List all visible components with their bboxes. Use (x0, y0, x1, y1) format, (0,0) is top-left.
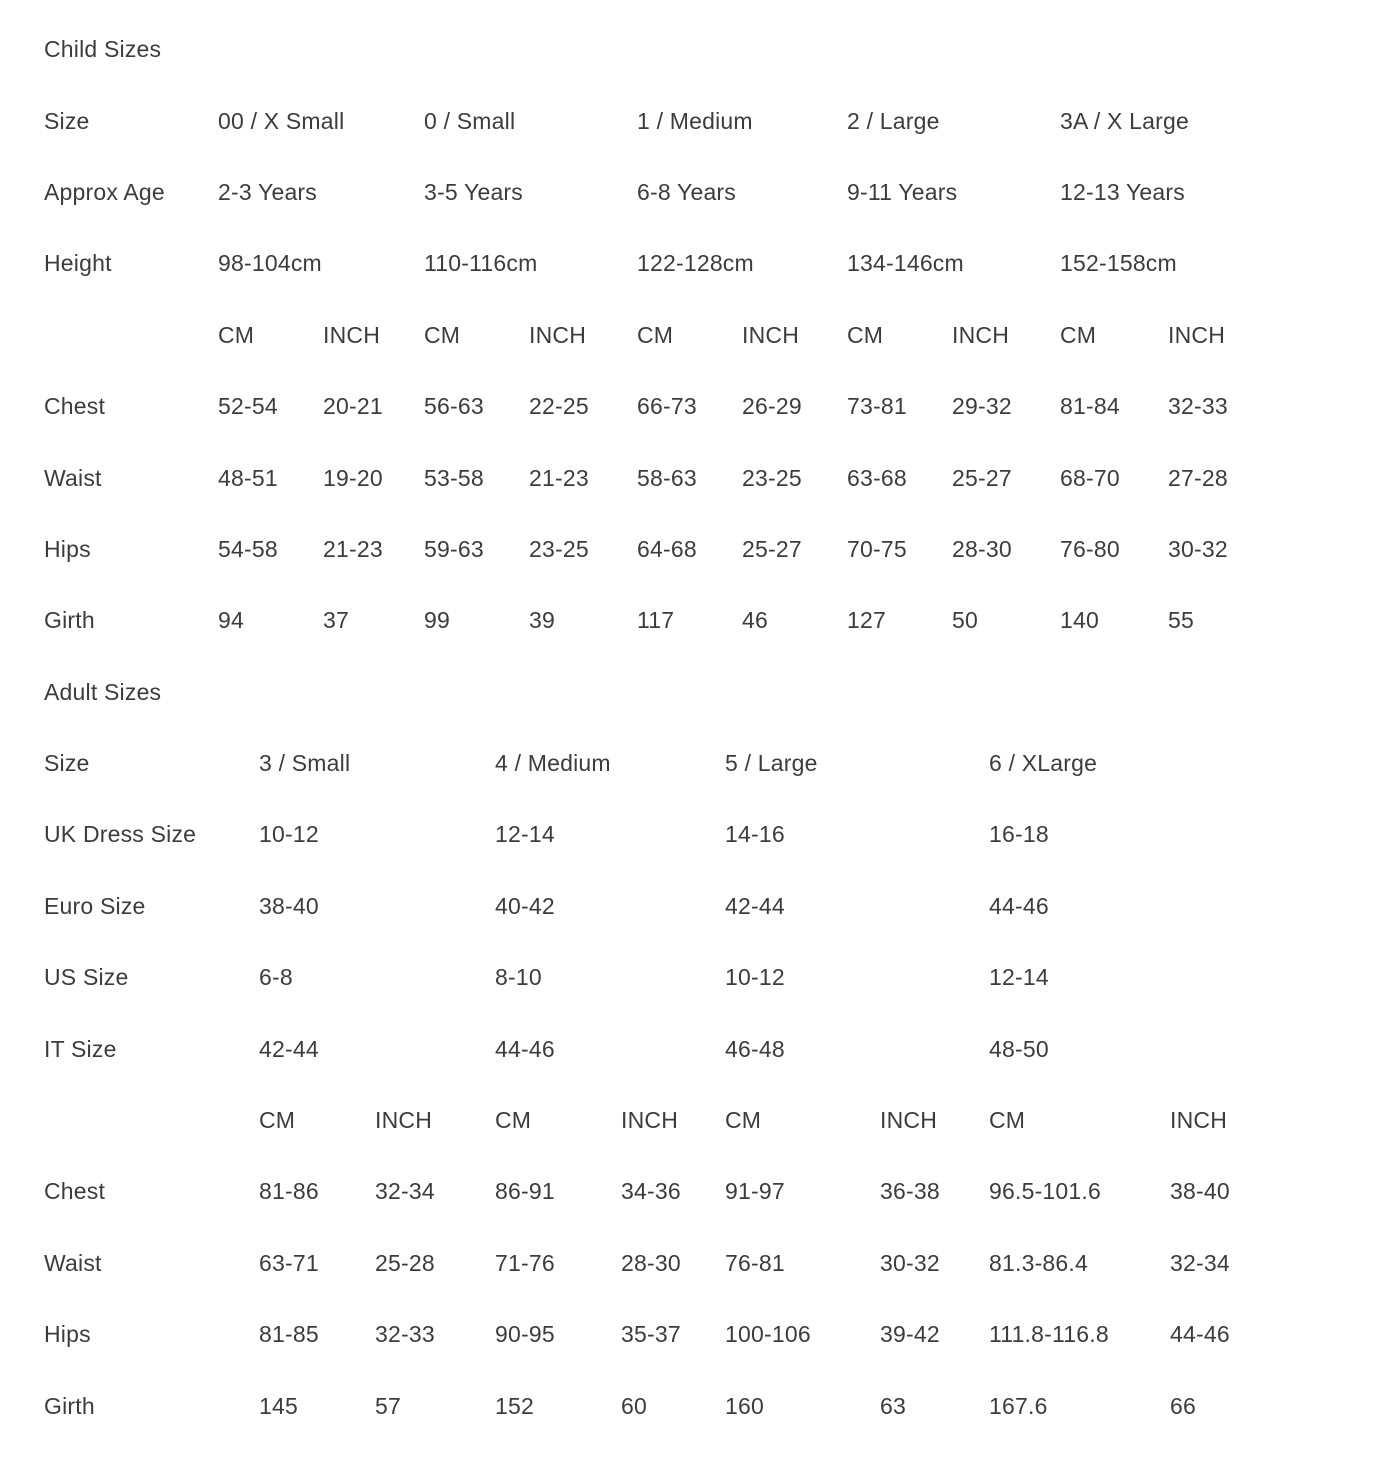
unit-header: CM (1060, 321, 1097, 348)
measure-value: 50 (952, 607, 978, 634)
measure-value: 39-42 (880, 1321, 940, 1348)
measure-value: 152 (495, 1392, 534, 1419)
measure-row-chest (44, 1156, 1376, 1227)
unit-header: CM (847, 321, 884, 348)
measure-value: 25-28 (375, 1249, 435, 1276)
size-value: 46-48 (725, 1035, 785, 1062)
child-sizes-table (44, 85, 1376, 656)
adult-sizes-section (44, 657, 1376, 1442)
measure-value: 36-38 (880, 1178, 940, 1205)
row-label: Euro Size (44, 892, 146, 919)
row-label: UK Dress Size (44, 821, 197, 848)
unit-header: INCH (1170, 1107, 1228, 1134)
row-label: Hips (44, 535, 91, 562)
size-value: 3A / X Large (1060, 107, 1189, 134)
measure-value: 81-85 (259, 1321, 319, 1348)
measure-value: 39 (529, 607, 555, 634)
measure-value: 76-80 (1060, 535, 1120, 562)
unit-header: CM (424, 321, 461, 348)
unit-header: CM (725, 1107, 762, 1134)
unit-header: INCH (952, 321, 1010, 348)
row-label: Waist (44, 464, 102, 491)
measure-value: 21-23 (529, 464, 589, 491)
row-label: Size (44, 750, 90, 777)
measure-value: 27-28 (1168, 464, 1228, 491)
measure-value: 28-30 (621, 1249, 681, 1276)
measure-value: 32-34 (1170, 1249, 1230, 1276)
size-value: 00 / X Small (218, 107, 345, 134)
size-value: 12-14 (989, 964, 1049, 991)
measure-row-waist (44, 442, 1376, 513)
unit-header-row (44, 1085, 1376, 1156)
measure-value: 58-63 (637, 464, 697, 491)
measure-row-chest (44, 371, 1376, 442)
measure-value: 96.5-101.6 (989, 1178, 1101, 1205)
size-value: 40-42 (495, 892, 555, 919)
measure-value: 22-25 (529, 393, 589, 420)
measure-value: 54-58 (218, 535, 278, 562)
info-row-uk-dress-size (44, 799, 1376, 870)
size-value: 12-13 Years (1060, 178, 1185, 205)
size-value: 5 / Large (725, 750, 818, 777)
measure-value: 70-75 (847, 535, 907, 562)
info-row-us-size (44, 942, 1376, 1013)
unit-header: INCH (621, 1107, 679, 1134)
measure-value: 63 (880, 1392, 906, 1419)
size-value: 3-5 Years (424, 178, 523, 205)
unit-header: INCH (375, 1107, 433, 1134)
info-row-approx-age (44, 157, 1376, 228)
row-label: Hips (44, 1321, 91, 1348)
measure-value: 66-73 (637, 393, 697, 420)
measure-value: 81-84 (1060, 393, 1120, 420)
measure-value: 52-54 (218, 393, 278, 420)
child-sizes-section (44, 14, 1376, 657)
info-row-size (44, 728, 1376, 799)
size-value: 6-8 (259, 964, 293, 991)
measure-value: 71-76 (495, 1249, 555, 1276)
size-value: 3 / Small (259, 750, 351, 777)
measure-value: 86-91 (495, 1178, 555, 1205)
size-value: 110-116cm (424, 250, 538, 277)
measure-value: 63-71 (259, 1249, 319, 1276)
measure-value: 23-25 (742, 464, 802, 491)
size-value: 12-14 (495, 821, 555, 848)
size-value: 42-44 (725, 892, 785, 919)
measure-row-waist (44, 1228, 1376, 1299)
size-value: 2 / Large (847, 107, 940, 134)
measure-value: 26-29 (742, 393, 802, 420)
measure-value: 66 (1170, 1392, 1196, 1419)
size-value: 152-158cm (1060, 250, 1177, 277)
row-label: Size (44, 107, 90, 134)
info-row-height (44, 228, 1376, 299)
unit-header: CM (218, 321, 255, 348)
row-label: Girth (44, 607, 95, 634)
measure-row-hips (44, 1299, 1376, 1370)
measure-value: 37 (323, 607, 349, 634)
measure-value: 23-25 (529, 535, 589, 562)
measure-value: 38-40 (1170, 1178, 1230, 1205)
row-label: Waist (44, 1249, 102, 1276)
size-value: 16-18 (989, 821, 1049, 848)
measure-row-girth (44, 1370, 1376, 1441)
measure-value: 29-32 (952, 393, 1012, 420)
measure-value: 127 (847, 607, 886, 634)
row-label: Approx Age (44, 178, 165, 205)
unit-header: CM (637, 321, 674, 348)
measure-value: 91-97 (725, 1178, 785, 1205)
measure-value: 68-70 (1060, 464, 1120, 491)
measure-value: 21-23 (323, 535, 383, 562)
measure-value: 19-20 (323, 464, 383, 491)
measure-value: 90-95 (495, 1321, 555, 1348)
measure-value: 44-46 (1170, 1321, 1230, 1348)
measure-value: 28-30 (952, 535, 1012, 562)
size-value: 48-50 (989, 1035, 1049, 1062)
measure-row-girth (44, 585, 1376, 656)
measure-value: 32-33 (1168, 393, 1228, 420)
size-chart-page (44, 14, 1376, 1442)
size-value: 6-8 Years (637, 178, 736, 205)
unit-header: INCH (742, 321, 800, 348)
measure-value: 63-68 (847, 464, 907, 491)
measure-value: 160 (725, 1392, 764, 1419)
measure-row-hips (44, 514, 1376, 585)
measure-value: 20-21 (323, 393, 383, 420)
measure-value: 111.8-116.8 (989, 1321, 1109, 1348)
measure-value: 32-34 (375, 1178, 435, 1205)
measure-value: 34-36 (621, 1178, 681, 1205)
row-label: US Size (44, 964, 129, 991)
size-value: 1 / Medium (637, 107, 753, 134)
row-label: Chest (44, 393, 106, 420)
size-value: 4 / Medium (495, 750, 611, 777)
size-value: 14-16 (725, 821, 785, 848)
size-value: 10-12 (725, 964, 785, 991)
measure-value: 30-32 (1168, 535, 1228, 562)
measure-value: 48-51 (218, 464, 278, 491)
measure-value: 32-33 (375, 1321, 435, 1348)
measure-value: 55 (1168, 607, 1194, 634)
size-value: 44-46 (495, 1035, 555, 1062)
size-value: 122-128cm (637, 250, 754, 277)
measure-value: 57 (375, 1392, 401, 1419)
info-row-euro-size (44, 871, 1376, 942)
measure-value: 56-63 (424, 393, 484, 420)
size-value: 10-12 (259, 821, 319, 848)
row-label: Girth (44, 1392, 95, 1419)
measure-value: 117 (637, 607, 675, 634)
measure-value: 99 (424, 607, 450, 634)
measure-value: 73-81 (847, 393, 907, 420)
unit-header: INCH (323, 321, 381, 348)
child-sizes-title: Child Sizes (44, 36, 162, 63)
unit-header: INCH (529, 321, 587, 348)
size-value: 38-40 (259, 892, 319, 919)
measure-value: 81.3-86.4 (989, 1249, 1088, 1276)
size-value: 9-11 Years (847, 178, 958, 205)
measure-value: 25-27 (742, 535, 802, 562)
unit-header: INCH (880, 1107, 938, 1134)
row-label: IT Size (44, 1035, 117, 1062)
measure-value: 59-63 (424, 535, 484, 562)
size-value: 2-3 Years (218, 178, 317, 205)
unit-header: INCH (1168, 321, 1226, 348)
info-row-size (44, 85, 1376, 156)
unit-header: CM (259, 1107, 296, 1134)
measure-value: 35-37 (621, 1321, 681, 1348)
measure-value: 25-27 (952, 464, 1012, 491)
row-label: Height (44, 250, 112, 277)
unit-header: CM (495, 1107, 532, 1134)
measure-value: 94 (218, 607, 244, 634)
measure-value: 145 (259, 1392, 298, 1419)
info-row-it-size (44, 1013, 1376, 1084)
size-value: 44-46 (989, 892, 1049, 919)
measure-value: 60 (621, 1392, 647, 1419)
measure-value: 76-81 (725, 1249, 785, 1276)
size-value: 8-10 (495, 964, 542, 991)
size-value: 134-146cm (847, 250, 964, 277)
adult-sizes-table (44, 728, 1376, 1442)
measure-value: 81-86 (259, 1178, 319, 1205)
measure-value: 30-32 (880, 1249, 940, 1276)
size-value: 0 / Small (424, 107, 516, 134)
size-value: 98-104cm (218, 250, 322, 277)
adult-sizes-title: Adult Sizes (44, 678, 162, 705)
size-value: 42-44 (259, 1035, 319, 1062)
measure-value: 167.6 (989, 1392, 1048, 1419)
row-label: Chest (44, 1178, 106, 1205)
measure-value: 140 (1060, 607, 1099, 634)
measure-value: 100-106 (725, 1321, 811, 1348)
measure-value: 64-68 (637, 535, 697, 562)
size-value: 6 / XLarge (989, 750, 1098, 777)
measure-value: 46 (742, 607, 768, 634)
measure-value: 53-58 (424, 464, 484, 491)
unit-header-row (44, 300, 1376, 371)
unit-header: CM (989, 1107, 1026, 1134)
